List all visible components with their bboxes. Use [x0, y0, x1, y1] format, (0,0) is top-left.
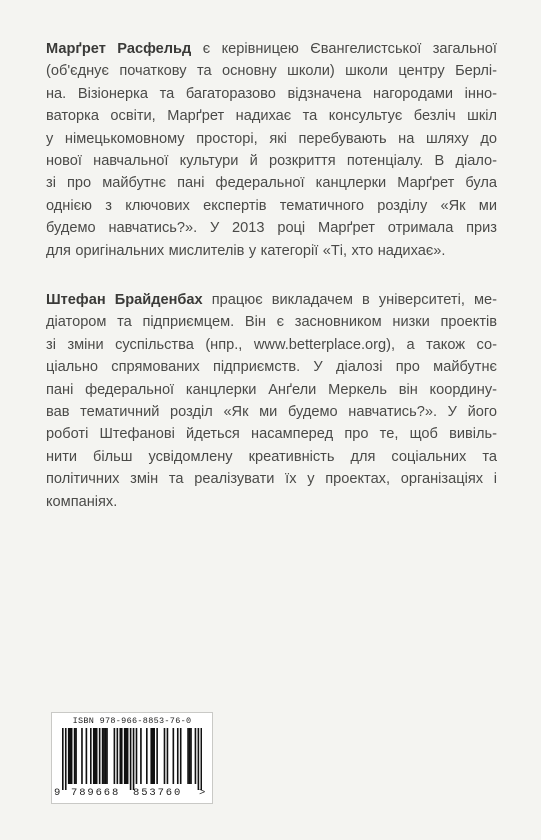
bio-line: пані федеральної канцлерки Анґели Меркель він координу-	[46, 381, 497, 398]
barcode-bar	[146, 728, 148, 784]
bio-line: вав тематичний розділ «Як ми будемо навчатись?». У його	[46, 404, 497, 421]
bio-line: Штефан Брайденбах працює викладачем в університеті, ме-	[46, 292, 497, 308]
barcode-bar	[71, 728, 73, 784]
barcode-bar	[119, 728, 121, 784]
barcode-bar	[198, 728, 200, 790]
barcode-bar	[81, 728, 83, 784]
barcode-bar	[127, 728, 129, 784]
barcode-bar	[103, 728, 105, 784]
author-name-margret: Марґрет Расфельд	[46, 41, 192, 57]
barcode-bar	[130, 728, 132, 790]
barcode-bar	[62, 728, 64, 790]
barcode-bar	[152, 728, 154, 784]
bio-line: на. Візіонерка та багаторазово відзначена нагородами інно-	[46, 85, 497, 102]
barcode-bar	[150, 728, 152, 784]
barcode-bar	[173, 728, 175, 784]
bio-line: зі про майбутнє пані федеральної канцлерки Марґрет була	[46, 175, 497, 192]
barcode-bar	[96, 728, 98, 784]
barcode-bar	[190, 728, 192, 784]
barcode-bar	[164, 728, 166, 784]
barcode-bars	[62, 728, 202, 790]
barcode-bar	[156, 728, 158, 784]
bio-margret-rasfeld	[46, 38, 497, 262]
barcode-first-digit: 9	[54, 787, 61, 799]
barcode-bar	[177, 728, 179, 784]
bio-line: діатором та підприємцем. Він є засновником низки проектів	[46, 314, 497, 331]
bio-line: роботі Штефанові йдеться насамперед про те, щоб вивіль-	[46, 426, 497, 443]
barcode-bar	[94, 728, 96, 784]
barcode-right-group: 853760	[133, 787, 183, 799]
bio-line: ваторка освіти, Марґрет надихає та консультує безліч шкіл	[46, 108, 497, 125]
barcode-bar	[69, 728, 71, 784]
bio-line: (об'єднує початкову та основну школи) школи центру Берлі-	[46, 63, 497, 80]
barcode-bar	[124, 728, 126, 784]
bio-line: у німецькомовному просторі, які перебувають на шляху до	[46, 130, 497, 147]
barcode-bar	[140, 728, 142, 784]
bio-line: будемо навчатись?». У 2013 році Марґрет отримала приз	[46, 220, 497, 237]
isbn-label: ISBN 978-966-8853-76-0	[72, 716, 192, 726]
barcode-bar	[187, 728, 189, 784]
barcode-left-group: 789668	[71, 787, 121, 799]
bio-line: нової навчальної культури й розкриття потенціалу. В діало-	[46, 153, 497, 170]
barcode-bar	[125, 728, 127, 784]
bio-line: Марґрет Расфельд є керівницею Євангелистської загальної	[46, 41, 497, 57]
barcode-bar	[121, 728, 123, 784]
barcode-bar	[74, 728, 76, 784]
bio-line: для оригінальних мислителів у категорії «Ті, хто надихає».	[46, 242, 446, 259]
barcode-bar	[68, 728, 70, 784]
barcode-bar	[180, 728, 182, 784]
barcode-end-mark: >	[199, 787, 206, 799]
barcode-bar	[114, 728, 116, 784]
isbn-barcode	[51, 712, 213, 804]
bio-line: компаніях.	[46, 493, 118, 510]
barcode-bar	[106, 728, 108, 784]
barcode-bar	[75, 728, 77, 784]
barcode-bar	[102, 728, 104, 784]
barcode-bar	[117, 728, 119, 784]
barcode-bar	[133, 728, 135, 790]
barcode-bar	[93, 728, 95, 784]
bio-line: політичних змін та реалізувати їх у проектах, організаціях і	[46, 471, 497, 488]
barcode-bar	[201, 728, 202, 790]
barcode-bar	[65, 728, 67, 790]
bio-stefan-breidenbach	[46, 289, 497, 513]
author-name-stefan: Штефан Брайденбах	[46, 292, 203, 308]
barcode-bar	[90, 728, 92, 784]
barcode-bar	[153, 728, 155, 784]
barcode-bar	[105, 728, 107, 784]
bio-line: зі зміни суспільства (нпр., www.betterplace.org), а також со-	[46, 336, 497, 353]
bio-line: однією з ключових експертів тематичного розділу «Як ми	[46, 197, 497, 214]
barcode-bar	[167, 728, 169, 784]
bio-line: нити більш усвідомлену креативність для соціальних та	[46, 448, 497, 465]
barcode-bar	[195, 728, 197, 784]
barcode-bar	[136, 728, 138, 784]
barcode-bar	[86, 728, 88, 784]
bio-line: ціально спрямованих підприємств. У діалозі про майбутнє	[46, 359, 497, 376]
barcode-bar	[189, 728, 191, 784]
barcode-bar	[99, 728, 101, 784]
